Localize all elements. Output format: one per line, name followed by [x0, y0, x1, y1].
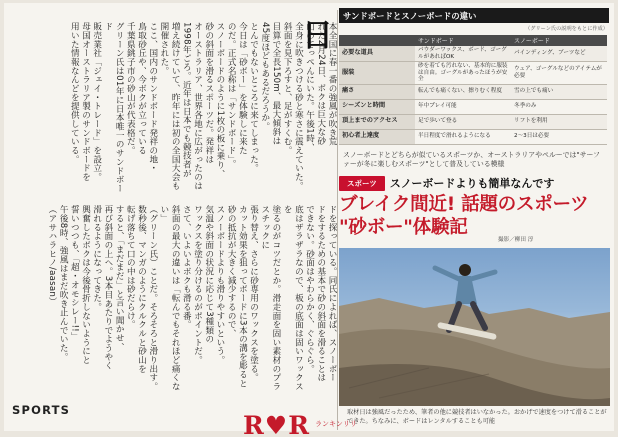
comparison-row-label: 初心者上達度: [339, 129, 415, 144]
article-body-lower-text: [46, 205, 337, 398]
article-line: 底はザラザラなので、板の底面は固いワックスを: [282, 205, 304, 391]
comparison-cell-snow: 冬季のみ: [511, 99, 607, 114]
comparison-cell-sand: 足で歩いて登る: [415, 114, 511, 129]
article-line: 誓いつつも、「超・オモシレー!!」: [69, 205, 80, 341]
comparison-cell-snow: パインディング、ブーツなど: [511, 46, 607, 62]
article-line: すると、「まだまだ」と言い聞かせ、: [114, 205, 125, 352]
comparison-row-label: 頂上までのアクセス: [339, 114, 415, 129]
comparison-cell-snow: ウェア、ゴーグルなどのアイテムが必要: [511, 62, 607, 85]
article-line: （アサハラヒノ/aasan）: [46, 205, 57, 306]
drop-cap: 日: [302, 18, 333, 54]
article-line: 千葉県銚子市の砂山が代表格だ。: [125, 22, 136, 155]
comparison-header-row: [339, 35, 607, 46]
section-label: SPORTS: [12, 403, 71, 417]
comparison-cell-sand: 転んでも痛くない、擦りむく程度: [415, 84, 511, 99]
article-line: 鳥取砂丘や、今ボクが立っている: [136, 22, 147, 155]
article-line: グリーン氏は01年に日本唯一のサンドボード: [102, 22, 125, 193]
article-line: 全身に吹きつける砂と寒さに震えていた。: [293, 22, 304, 191]
comparison-row: [339, 114, 607, 129]
article-line: 張り替え、さらに砂専用のワックスを塗る。: [248, 205, 259, 382]
comparison-header-sand: サンドボード: [415, 35, 511, 46]
headline-line-2: "砂ボー"体験記: [339, 217, 468, 238]
comparison-cell-sand: パウダーワックス、ボード、ゴーグルがあればOK: [415, 46, 511, 62]
article-line: 販売業社「ジェイ・トレード」を設立。: [91, 22, 102, 182]
article-line: 目算で全長150m、最大傾斜は: [270, 22, 281, 146]
article-line: さて、いよいよボクも滑る番。: [181, 205, 192, 329]
comparison-cell-sand: 半日程度で滑れるようになる: [415, 129, 511, 144]
article-line: （グリーン氏）ことだ。そろそろと滑り出す。: [147, 205, 158, 391]
article-line: 用いた情報なんどを提供している。: [69, 22, 80, 164]
logo-mark: R♥R: [243, 411, 310, 437]
article-line: 1998年ごろ。近年は日本でも競技者が: [181, 22, 192, 178]
comparison-row: [339, 99, 607, 114]
article-line: ワックスを塗り分けるのがポイントだ。: [192, 205, 203, 365]
article-line: ドを探っている。同氏によれば、スノーボー: [327, 205, 337, 382]
sandboarding-photo: [339, 248, 610, 406]
article-line: 本全国に春一番の強風が吹き荒: [327, 22, 337, 146]
article-line: のだ。正式名称は「サンドボード」。: [226, 22, 237, 169]
article-line: 転げ落ちて口の中は砂だらけ。: [125, 205, 136, 329]
article-line: 開催された。: [158, 22, 169, 76]
photo-caption: 取材日は強風だったため、筆者の他に競技者はいなかった。おかげで速度をつけて滑ることができた。ちなみに、ボードはレンタルすることも可能: [347, 409, 607, 425]
article-line: スノーボードのように1枚の板に乗り、: [214, 22, 225, 179]
article-line: 砂の抵抗が大きく減少するので、: [226, 205, 237, 338]
article-line: オーストラリア、世界各地に広がったのは: [192, 22, 203, 191]
article-line: 滑れるようになってきた。: [91, 205, 102, 312]
magazine-logo: [243, 413, 373, 437]
headline: [339, 193, 611, 239]
article-line: 再び斜面の上へ。3本目あたりでようやく: [102, 205, 113, 371]
comparison-cell-sand: 砂を着ても汚れない、基本的に服装は自由。ゴーグルがあったほうが安全: [415, 62, 511, 85]
category-badge: スポーツ: [339, 176, 385, 191]
comparison-header-blank: [339, 35, 415, 46]
photo-credit: 撮影／柳田 淳: [498, 237, 534, 243]
comparison-row: [339, 62, 607, 85]
comparison-row-label: シーズンと時間: [339, 99, 415, 114]
comparison-cell-snow: 2〜3日は必要: [511, 129, 607, 144]
comparison-cell-sand: 年中プレイ可能: [415, 99, 511, 114]
article-line: ドをするための基本で砂の斜面を滑ることは: [315, 205, 326, 382]
article-line: 砂の斜面を滑るスポーツだ。発祥は: [203, 22, 214, 164]
article-body-lower: [8, 205, 337, 398]
article-line: できない。砂面はやわらかく、ぐらぐら。: [304, 205, 315, 374]
headline-line-1: ブレイク間近! 話題のスポーツ: [339, 194, 589, 215]
article-line: 斜面を見下ろすと、足がすくむ。: [282, 22, 293, 155]
article-line: ここ、国内のサンドボード発祥の地・: [147, 22, 158, 173]
article-line: れた2月24日、ボクは巨大な砂: [315, 22, 326, 146]
article-line: 山のてっぺんにいた。午後1時、: [304, 22, 315, 152]
comparison-source: （グリーン氏の説明をもとに作成）: [525, 26, 608, 32]
article-line: 斜面の最大の違いは「転んでもそれほど痛くない」: [158, 205, 181, 391]
comparison-cell-snow: リフトを利用: [511, 114, 607, 129]
comparison-row: [339, 84, 607, 99]
article-line: とんでもないところに来てしまった。: [248, 22, 259, 173]
article-line: カット効果を狙ってボードに3本の溝を彫ると: [237, 205, 248, 388]
article-line: 午後8時、強風はまだ吹き止んでいた。: [58, 205, 69, 362]
comparison-row-label: 必要な道具: [339, 46, 415, 62]
article-line: 増え続けていて、昨年には初の全国大会も: [170, 22, 181, 191]
article-line: 45度ほどもあるだろうか。: [259, 22, 270, 131]
logo-subtitle: ランキンリリ: [314, 420, 357, 428]
article-line: 今日は「砂ボー」を体験しに来た: [237, 22, 248, 155]
rider-figure: [435, 264, 497, 340]
kicker-text: スノーボードよりも簡単なんです: [389, 177, 555, 190]
article-line: 母国オーストラリア製のサンドボードを: [80, 22, 91, 182]
comparison-header-snow: スノーボード: [511, 35, 607, 46]
comparison-title: サンドボードとスノーボードの違い: [339, 8, 609, 23]
comparison-row: [339, 46, 607, 62]
comparison-caption: スノーボードとどちらが似ているスポーツか、オーストラリアやペルーでは"サーファーが冬に楽しむスポーツ"として普及している模様: [343, 151, 600, 169]
comparison-row-label: 痛さ: [339, 84, 415, 99]
comparison-row: [339, 129, 607, 144]
article-body-upper-text: [68, 18, 337, 199]
comparison-row-label: 服装: [339, 62, 415, 85]
article-line: 興奮したボクは今後骨折しないようにと: [80, 205, 91, 365]
comparison-table: [339, 35, 607, 145]
column-divider: [337, 10, 338, 430]
article-line: スノーボードよりも滑りやすいという。: [214, 205, 225, 365]
comparison-cell-snow: 雪の上でも痛い: [511, 84, 607, 99]
article-line: 塗るのがコツだとか。滑走面を固い素材のプラスチックに: [259, 205, 281, 391]
article-line: 数秒後、マンガのようにクルクルと砂山を: [136, 205, 147, 374]
photo-illustration: [339, 248, 610, 406]
article-body-upper: [8, 18, 337, 199]
kicker: [339, 175, 609, 191]
article-line: 気温や斜面の状況に応じて3種類の: [203, 205, 214, 344]
